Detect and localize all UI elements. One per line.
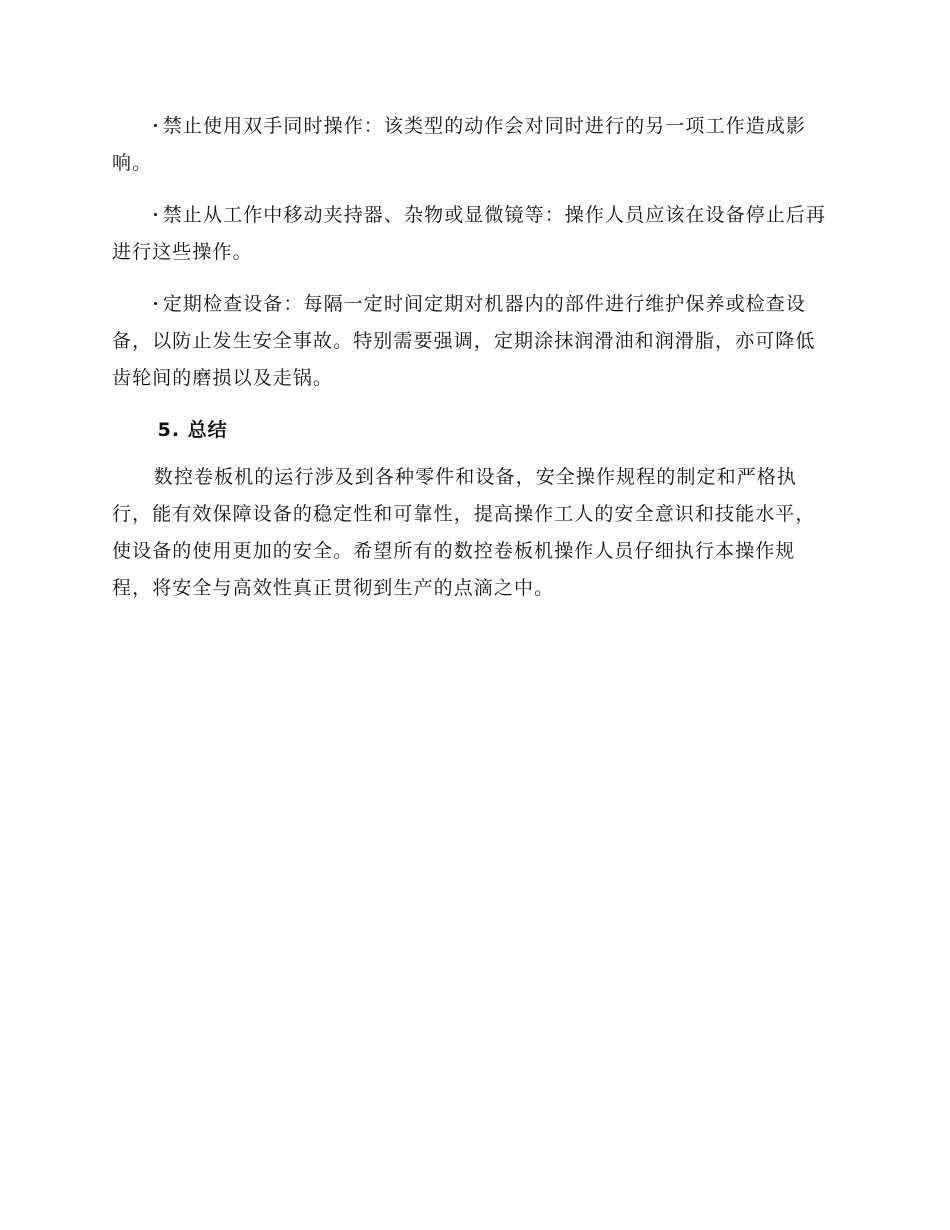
bullet-item: [112, 286, 830, 397]
bullet-dot-icon: [154, 302, 157, 305]
bullet-item: [112, 197, 830, 271]
section-heading: 5. 总结: [157, 419, 228, 441]
section-paragraph: 数控卷板机的运行涉及到各种零件和设备，安全操作规程的制定和严格执行，能有效保障设备的稳定性和可靠性，提高操作工人的安全意识和技能水平，使设备的使用更加的安全。希望所有的数控卷板机操作人员仔细执行本操作规程，将安全与高效性真正贯彻到生产的点滴之中。: [112, 466, 816, 599]
bullet-dot-icon: [154, 124, 157, 127]
bullet-dot-icon: [154, 213, 157, 216]
bullet-text: 禁止从工作中移动夹持器、杂物或显微镜等：操作人员应该在设备停止后再进行这些操作。: [112, 204, 827, 263]
bullet-text: 禁止使用双手同时操作：该类型的动作会对同时进行的另一项工作造成影响。: [112, 115, 806, 174]
bullet-text: 定期检查设备：每隔一定时间定期对机器内的部件进行维护保养或检查设备，以防止发生安全事故。特别需要强调，定期涂抹润滑油和润滑脂，亦可降低齿轮间的磨损以及走锅。: [112, 293, 816, 389]
document-content: [112, 108, 830, 607]
bullet-item: [112, 108, 830, 182]
